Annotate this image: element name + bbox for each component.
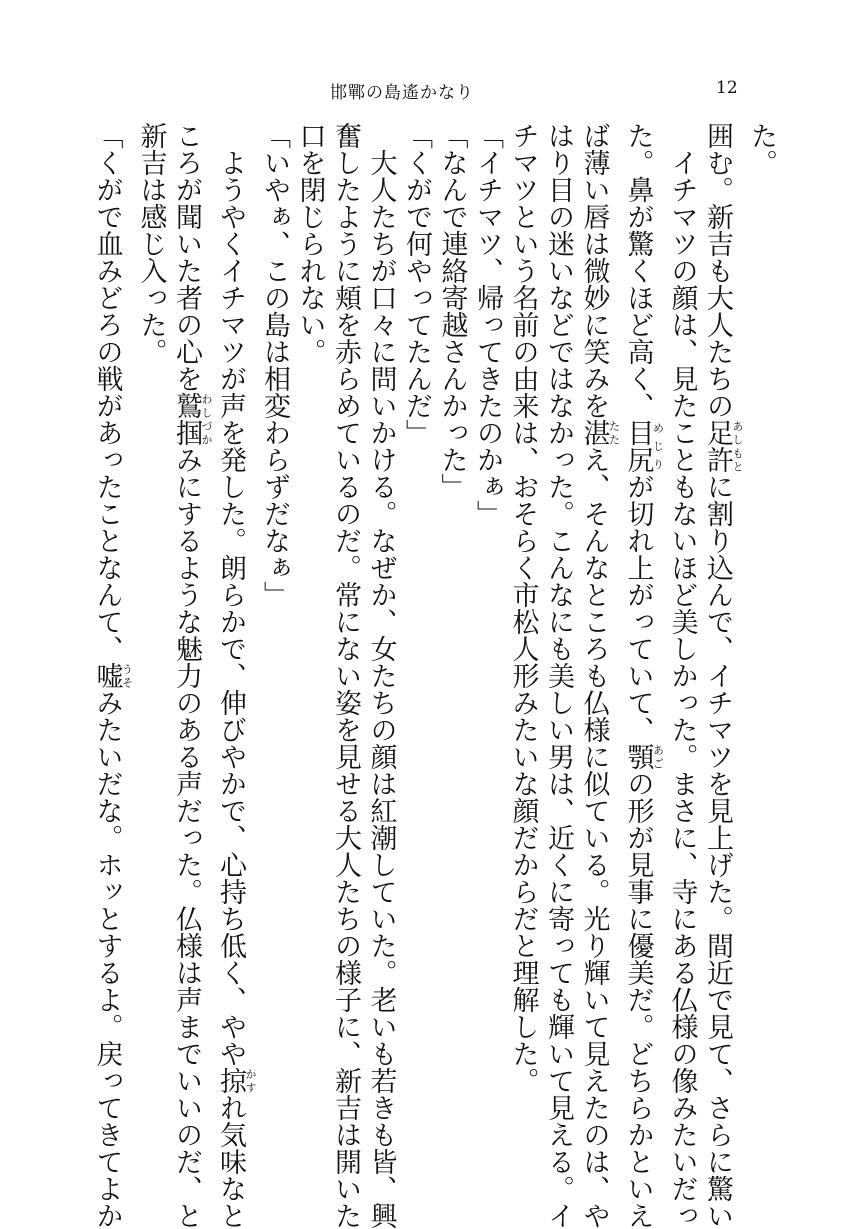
ruby-reading: うそ (120, 662, 134, 689)
text-segment: 囲む。新吉も大人たちの (702, 122, 733, 419)
text-segment: 奮したように頬を赤らめているのだ。常にない姿を見せる大人たちの様子に、新吉は開いた (330, 122, 361, 1229)
text-segment: みたいだな。ホッとするよ。戻ってきてよか (91, 689, 123, 1229)
ruby-annotated-word (215, 1067, 257, 1094)
ruby-base: 顎 (622, 743, 654, 770)
text-segment: 「くがで血みどろの戦があったことなんて、 (91, 122, 123, 662)
ruby-base: 嘘 (91, 662, 123, 689)
text-line (505, 122, 541, 1122)
text-segment: れ気味なと (215, 1094, 246, 1229)
text-line (399, 122, 435, 1122)
ruby-reading: かす (244, 1067, 257, 1094)
ruby-annotated-word (171, 392, 213, 446)
ruby-base: 鷲掴 (171, 392, 202, 446)
text-line (576, 122, 621, 1229)
ruby-reading: あしもと (731, 419, 744, 473)
text-line (700, 122, 744, 1229)
text-line (363, 122, 399, 1229)
running-title: 邯鄲の島遙かなり (330, 83, 474, 103)
ruby-reading: あご (651, 743, 665, 770)
vertical-body-text (59, 122, 779, 1229)
ruby-base: 目尻 (622, 419, 654, 473)
text-segment: た。 (746, 122, 777, 176)
text-segment: 新吉は感じ入った。 (135, 122, 167, 365)
text-segment: 「くがで何やってたんだ」 (401, 122, 432, 446)
ruby-annotated-word (622, 743, 665, 770)
text-line (328, 122, 364, 1229)
text-line (292, 122, 328, 1122)
text-line (213, 122, 257, 1229)
text-segment: チマツという名前の由来は、おそらく市松人形みたいな顔だからだと理解した。 (507, 122, 539, 1094)
text-segment: ようやくイチマツが声を発した。朗らかで、伸びやかで、心持ち低く、やや (215, 122, 246, 1067)
page-number: 12 (716, 78, 738, 98)
text-line (744, 122, 780, 1122)
ruby-annotated-word (622, 419, 665, 473)
ruby-base: 掠 (215, 1067, 246, 1094)
text-segment: 「イチマツ、帰ってきたのかぁ」 (472, 122, 503, 527)
ruby-base: 足許 (702, 419, 733, 473)
ruby-reading: めじり (651, 419, 665, 473)
text-segment: 「なんで連絡寄越さんかった」 (436, 122, 468, 500)
text-line (664, 122, 700, 1229)
text-segment: みにするような魅力のある声だった。仏様は声までいいのだ、と (171, 446, 202, 1229)
text-line (470, 122, 506, 1122)
text-line (169, 122, 213, 1229)
text-line (434, 122, 470, 1122)
text-line (620, 122, 665, 1229)
text-segment: 「いやぁ、この島は相変わらずだなぁ」 (259, 122, 290, 608)
text-segment: イチマツの顔は、見たこともないほど美しかった。まさに、寺にある仏様の像みたいだっ (666, 122, 698, 1229)
text-segment: ば薄い唇は微妙に笑みを (578, 122, 610, 419)
text-line (133, 122, 169, 1122)
text-segment: 口を閉じられない。 (294, 122, 326, 365)
text-segment: に割り込んで、イチマツを見上げた。間近で見て、さらに驚い (702, 473, 733, 1229)
text-segment: た。鼻が驚くほど高く、 (622, 122, 654, 419)
ruby-annotated-word (702, 419, 744, 473)
text-segment: 大人たちが口々に問いかける。なぜか、女たちの顔は紅潮していた。老いも若きも皆、興 (365, 122, 397, 1229)
text-line (89, 122, 134, 1229)
text-segment: の形が見事に優美だ。どちらかといえ (622, 770, 654, 1229)
text-line (257, 122, 293, 1122)
ruby-annotated-word (91, 662, 134, 689)
ruby-annotated-word (578, 419, 621, 446)
ruby-reading: たた (607, 419, 621, 446)
text-line (541, 122, 577, 1229)
text-segment: え、そんなところも仏様に似ている。光り輝いて見えたのは、や (578, 446, 610, 1229)
ruby-base: 湛 (578, 419, 610, 446)
text-segment: が切れ上がっていて、 (622, 473, 654, 743)
text-segment: ころが聞いた者の心を (171, 122, 202, 392)
ruby-reading: わしづか (200, 392, 213, 446)
text-segment: はり目の迷いなどではなかった。こんなにも美しい男は、近くに寄っても輝いて見える。イ (543, 122, 574, 1229)
